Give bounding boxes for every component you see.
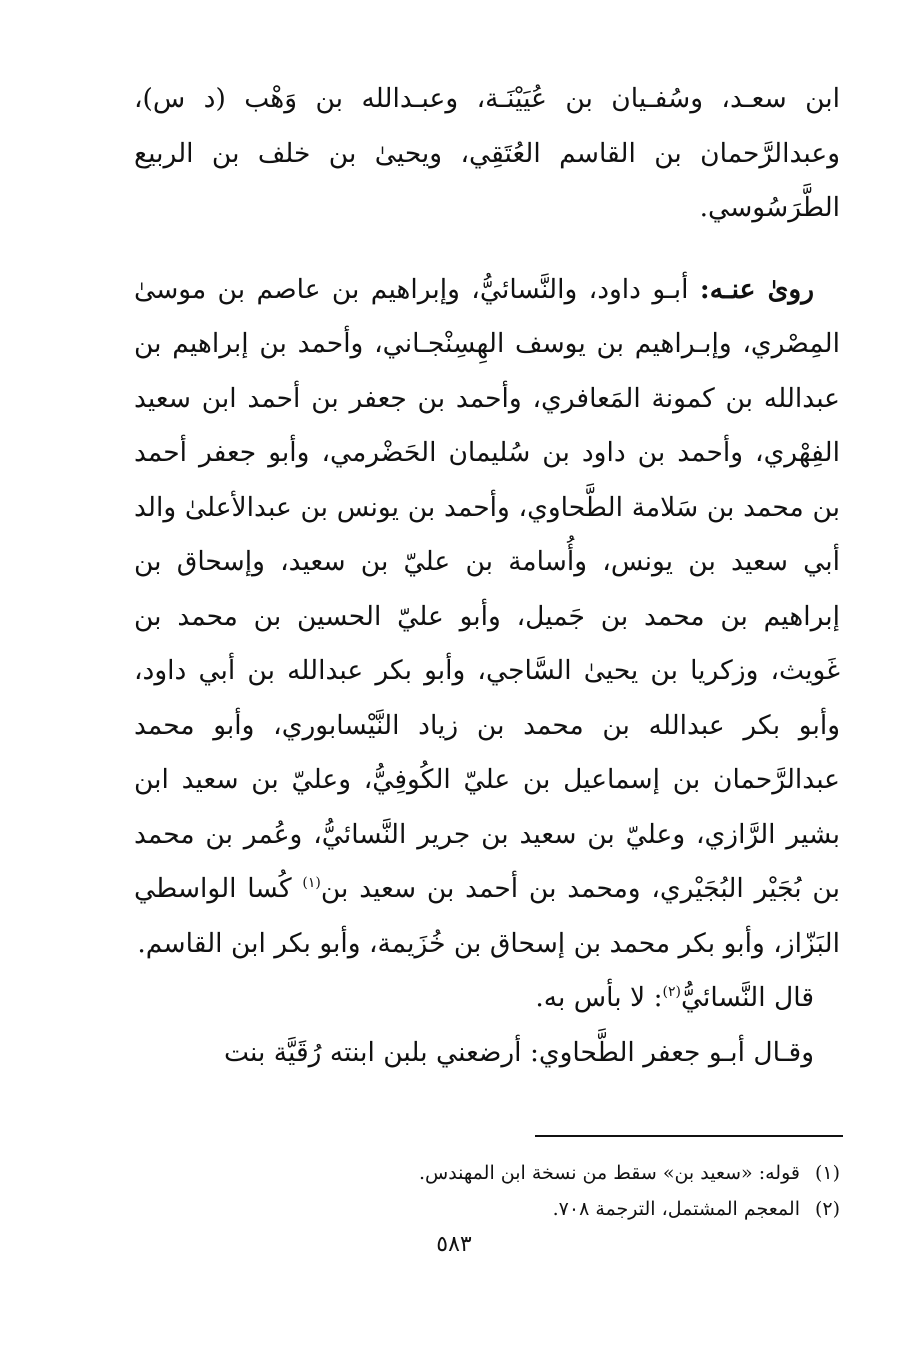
paragraph-nasai-quote <box>134 971 840 1026</box>
main-text <box>134 72 840 1080</box>
paragraph-tahawi-quote: وقـال أبـو جعفر الطَّحاوي: أرضعني بلبن ابنته رُقَيَّة بنت <box>223 1036 814 1068</box>
footnote-2-number: (٢) <box>814 1198 840 1220</box>
footnote-1-text: قوله: «سعيد بن» سقط من نسخة ابن المهندس. <box>418 1162 800 1184</box>
narrators-text-part2: كُسا الواسطي البَزّاز، وأبو بكر محمد بن إسحاق بن خُزَيمة، وأبو بكر ابن القاسم. <box>134 873 840 959</box>
page-number: ٥٨٣ <box>436 1232 472 1257</box>
narrators-text-part1: أبـو داود، والنَّسائيُّ، وإبراهيم بن عاصم بن موسىٰ المِصْري، وإبـراهيم بن يوسف الهِسِنْجـاني، وأحمد بن إبراهيم بن عبدالله بن كمونة المَعافري، وأحمد بن جعفر بن أحمد ابن سعيد الفِهْري، وأحمد بن داود بن سُليمان الحَضْرمي، وأبو جعفر أحمد بن محمد بن سَلامة الطَّحاوي، وأحمد بن يونس بن عبدالأعلىٰ والد أبي سعيد بن يونس، وأُسامة بن عليّ بن سعيد، وإسحاق بن إبراهيم بن محمد بن جَميل، وأبو عليّ الحسين بن محمد بن غَويث، وزكريا بن يحيىٰ السَّاجي، وأبو بكر عبدالله بن أبي داود، وأبو بكر عبدالله بن محمد بن زياد النَّيْسابوري، وأبو محمد عبدالرَّحمان بن إسماعيل بن عليّ الكُوفِيُّ، وعليّ بن سعيد ابن بشير الرَّازي، وعليّ بن سعيد بن جرير النَّسائيُّ، وعُمر بن محمد بن بُجَيْر البُجَيْري، ومحمد بن أحمد بن سعيد بن <box>134 273 840 904</box>
paragraph-teachers: ابن سعـد، وسُفـيان بن عُيَيْنَـة، وعبـدالله بن وَهْب (د س)، وعبدالرَّحمان بن القاسم العُتَقِي، ويحيىٰ بن خلف بن الربيع الطَّرَسُوسي. <box>134 83 840 223</box>
footnote-2-text: المعجم المشتمل، الترجمة ٧٠٨. <box>552 1198 800 1220</box>
footnote-1 <box>134 1155 840 1191</box>
footnote-ref-2[interactable]: (٢) <box>662 984 681 1001</box>
nasai-quote-part2: : لا بأس به. <box>535 982 663 1013</box>
footnote-divider <box>535 1135 843 1137</box>
footnote-ref-1[interactable]: (١) <box>302 875 321 892</box>
nasai-quote-part1: قال النَّسائيُّ <box>680 982 814 1013</box>
narrators-label: روىٰ عنـه: <box>699 273 814 305</box>
paragraph-narrators <box>134 263 840 972</box>
footnote-1-number: (١) <box>814 1162 840 1184</box>
footnotes-section <box>134 1155 840 1227</box>
footnote-2 <box>134 1191 840 1227</box>
